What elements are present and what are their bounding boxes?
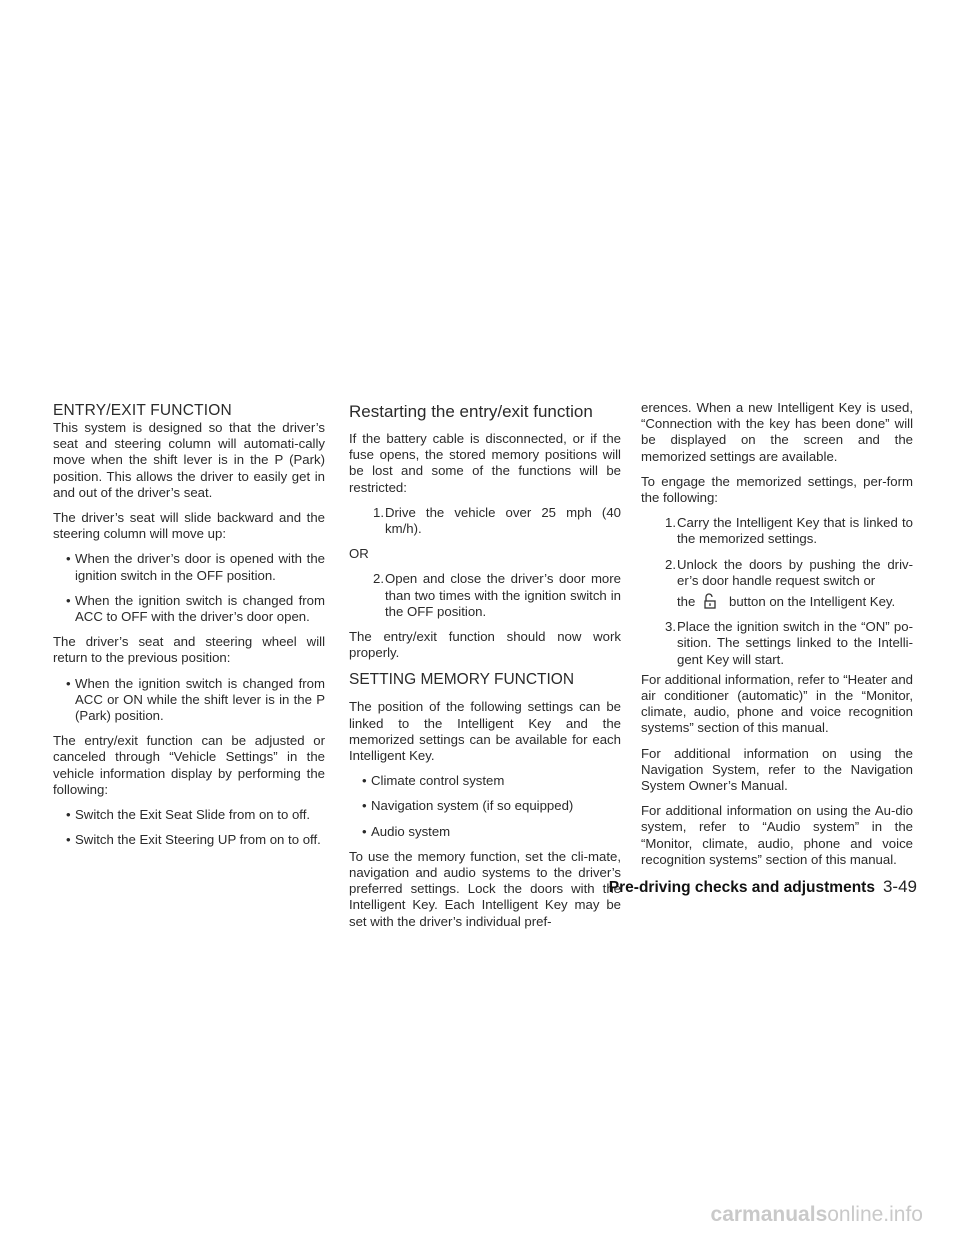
step-text: the xyxy=(677,594,696,610)
step-continuation xyxy=(641,593,913,610)
list-item: • Audio system xyxy=(349,824,621,840)
step-text: button on the Intelligent Key. xyxy=(729,594,896,610)
list-item: • Switch the Exit Seat Slide from on to off. xyxy=(53,807,325,823)
step-text: Open and close the driver’s door more than two times with the ignition switch in the OFF position. xyxy=(385,571,621,619)
column-middle xyxy=(349,402,621,939)
watermark xyxy=(0,1203,923,1227)
paragraph: This system is designed so that the driver’s seat and steering column will automati-cally move when the shift lever is in the P (Park) position. This allows the driver to easily get in and out of the driver’s seat. xyxy=(53,420,325,500)
step-text: Unlock the doors by pushing the driv-er’s door handle request switch or xyxy=(677,556,913,588)
step-number: 2. xyxy=(373,571,384,587)
list-item: • When the ignition switch is changed from ACC to OFF with the driver’s door open. xyxy=(53,593,325,625)
paragraph: The driver’s seat will slide backward and the steering column will move up: xyxy=(53,510,325,542)
paragraph: For additional information, refer to “Heater and air conditioner (automatic)” in the “Monitor, climate, audio, phone and voice recognition systems” section of this manual. xyxy=(641,671,913,736)
paragraph: The entry/exit function should now work properly. xyxy=(349,629,621,661)
watermark-part: carmanuals xyxy=(710,1203,828,1226)
column-right xyxy=(641,400,913,877)
list-item: • Climate control system xyxy=(349,773,621,789)
step-number: 2. xyxy=(665,556,676,572)
paragraph: To use the memory function, set the cli-mate, navigation and audio systems to the driver’s preferred settings. Lock the doors with the Intelligent Key. Each Intelligent Key may be set with the driver’s individual pref- xyxy=(349,848,621,929)
section-heading-memory: SETTING MEMORY FUNCTION xyxy=(349,671,575,689)
paragraph: The position of the following settings can be linked to the Intelligent Key and the memorized settings can be available for each Intelligent Key. xyxy=(349,699,621,764)
step-text: Carry the Intelligent Key that is linked to the memorized settings. xyxy=(677,515,913,547)
paragraph: erences. When a new Intelligent Key is used, “Connection with the key has been done” will be displayed on the screen and the memorized settings are available. xyxy=(641,400,913,464)
paragraph: If the battery cable is disconnected, or if the fuse opens, the stored memory positions will be lost and some of the functions will be restricted: xyxy=(349,431,621,495)
or-separator: OR xyxy=(349,546,369,562)
step-text: Drive the vehicle over 25 mph (40 km/h). xyxy=(385,504,621,537)
paragraph: For additional information on using the Au-dio system, refer to “Audio system” in the “Monitor, climate, audio, phone and voice recognition systems” section of this manual. xyxy=(641,803,913,867)
paragraph: For additional information on using the Navigation System, refer to the Navigation System Owner’s Manual. xyxy=(641,745,913,794)
step-number: 1. xyxy=(373,504,384,520)
section-heading-entry-exit: ENTRY/EXIT FUNCTION xyxy=(53,402,232,419)
paragraph: The driver’s seat and steering wheel will return to the previous position: xyxy=(53,634,325,666)
list-item: • Navigation system (if so equipped) xyxy=(349,798,621,814)
list-item: • When the driver’s door is opened with the ignition switch in the OFF position. xyxy=(53,551,325,583)
step-number: 1. xyxy=(665,515,676,531)
step-text: Place the ignition switch in the “ON” po-sition. The settings linked to the Intelli-gent Key will start. xyxy=(677,619,913,667)
numbered-step xyxy=(349,571,621,620)
column-left xyxy=(53,402,325,857)
list-item: • Switch the Exit Steering UP from on to off. xyxy=(53,832,325,848)
unlock-key-icon xyxy=(701,593,719,609)
list-item: • When the ignition switch is changed from ACC or ON while the shift lever is in the P (Park) position. xyxy=(53,676,325,725)
page-number: 3-49 xyxy=(882,877,917,896)
numbered-step xyxy=(641,619,913,668)
footer-section-title: Pre-driving checks and adjustments xyxy=(608,879,875,896)
page-footer xyxy=(0,877,917,897)
numbered-step xyxy=(641,515,913,547)
paragraph: To engage the memorized settings, per-form the following: xyxy=(641,473,913,506)
watermark-part: online.info xyxy=(827,1203,923,1226)
numbered-step xyxy=(349,505,621,537)
step-number: 3. xyxy=(665,619,676,635)
numbered-step xyxy=(641,557,913,589)
subsection-heading-restarting: Restarting the entry/exit function xyxy=(349,402,593,421)
paragraph: The entry/exit function can be adjusted or canceled through “Vehicle Settings” in the vehicle information display by performing the following: xyxy=(53,733,325,797)
